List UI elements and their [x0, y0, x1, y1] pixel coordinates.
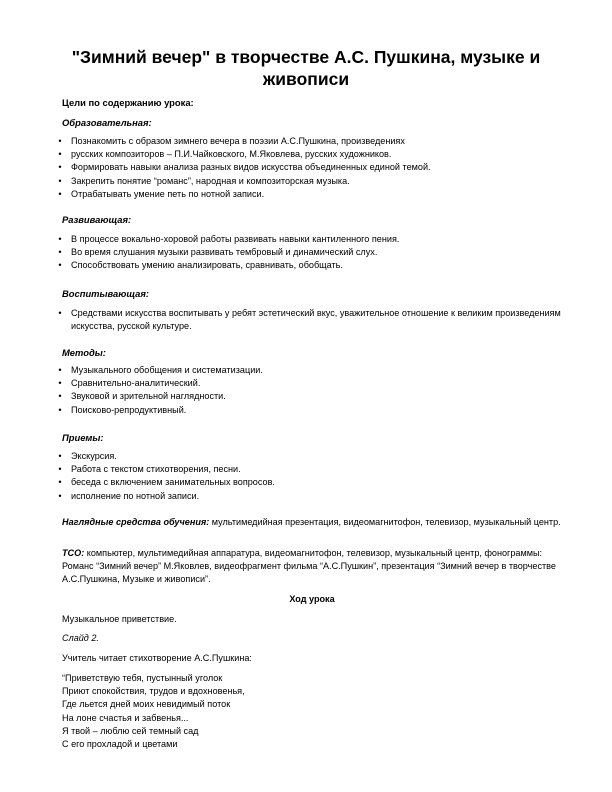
- developing-list: [58, 233, 562, 273]
- bullet-icon: •: [58, 149, 62, 160]
- poem-line: С его прохладой и цветами: [62, 739, 178, 750]
- bullet-icon: •: [58, 365, 62, 375]
- slide-label: Слайд 2.: [62, 633, 99, 643]
- bullet-icon: •: [58, 391, 62, 402]
- bullet-icon: •: [58, 247, 62, 258]
- list-item: [58, 148, 562, 161]
- bullet-icon: •: [58, 136, 62, 146]
- list-item-text: Экскурсия.: [71, 451, 117, 461]
- list-item-text: русских композиторов – П.И.Чайковского, М.Яковлева, русских художников.: [71, 149, 392, 160]
- poem-line: Приют спокойствия, трудов и вдохновенья,: [62, 686, 245, 697]
- greeting-text: Музыкальное приветствие.: [62, 614, 177, 624]
- list-item: [58, 188, 562, 201]
- poem-line: Где льется дней моих невидимый поток: [62, 699, 231, 710]
- teacher-reads-text: Учитель читает стихотворение А.С.Пушкина:: [62, 653, 252, 663]
- bullet-icon: •: [58, 175, 62, 186]
- list-item: [58, 476, 562, 489]
- list-item: [58, 490, 562, 503]
- list-item-text: Закрепить понятие “романс”, народная и композиторская музыка.: [71, 175, 350, 186]
- poem-line: “Приветствую тебя, пустынный уголок: [62, 673, 223, 683]
- bullet-icon: •: [58, 308, 62, 318]
- list-item-text: Формировать навыки анализа разных видов искусства объединенных единой темой.: [71, 162, 431, 173]
- poem-block: [62, 672, 562, 751]
- tso-text: компьютер, мультимедийная аппаратура, видеомагнитофон, телевизор, музыкальный центр, фонограммы: Романс “Зимний вечер” М.Яковлев, видеофрагмент фильма “А.С.Пушкин”, презентация “Зимний вечер в творчестве А.С.Пушкина, Музыке и живописи”.: [62, 548, 556, 585]
- list-item-text: Отрабатывать умение петь по нотной записи.: [71, 188, 265, 199]
- list-item-text: Музыкального обобщения и систематизации.: [71, 365, 263, 375]
- educational-heading: Образовательная:: [62, 117, 152, 128]
- list-item: [58, 233, 562, 246]
- list-item-text: Работа с текстом стихотворения, песни.: [71, 464, 241, 475]
- list-item: [58, 307, 562, 333]
- techniques-heading: Приемы:: [62, 432, 104, 443]
- visual-aids-label: Наглядные средства обучения:: [62, 517, 210, 527]
- list-item: [58, 135, 562, 148]
- bullet-icon: •: [58, 404, 62, 415]
- bullet-icon: •: [58, 378, 62, 389]
- poem-line: На лоне счастья и забвенья...: [62, 712, 189, 723]
- list-item: [58, 377, 562, 390]
- lesson-heading: Ход урока: [289, 594, 335, 604]
- upbringing-heading: Воспитывающая:: [62, 288, 149, 299]
- list-item-text: Звуковой и зрительной наглядности.: [71, 391, 226, 402]
- list-item: [58, 175, 562, 188]
- list-item: [58, 161, 562, 174]
- bullet-icon: •: [58, 162, 62, 173]
- visual-aids-paragraph: [62, 516, 562, 529]
- list-item-text: Способствовать умению анализировать, сравнивать, обобщать.: [71, 260, 343, 271]
- list-item: [58, 463, 562, 476]
- poem-line: Я твой – люблю сей темный сад: [62, 725, 199, 736]
- list-item: [58, 404, 562, 417]
- bullet-icon: •: [58, 234, 62, 244]
- developing-heading: Развивающая:: [62, 214, 132, 225]
- list-item-text: Средствами искусства воспитывать у ребят эстетический вкус, уважительное отношение к великим произведениям искусства, русской культуре.: [71, 308, 561, 332]
- list-item: [58, 390, 562, 403]
- bullet-icon: •: [58, 490, 62, 501]
- upbringing-list: [58, 307, 562, 333]
- bullet-icon: •: [58, 188, 62, 199]
- goals-heading: Цели по содержанию урока:: [62, 97, 194, 108]
- methods-list: [58, 364, 562, 417]
- methods-heading: Методы:: [62, 347, 106, 358]
- tso-label: ТСО:: [62, 548, 85, 558]
- visual-aids-text: мультимедийная презентация, видеомагнитофон, телевизор, музыкальный центр.: [209, 517, 561, 527]
- list-item: [58, 450, 562, 463]
- educational-list: [58, 135, 562, 201]
- list-item-text: В процессе вокально-хоровой работы развивать навыки кантиленного пения.: [71, 234, 400, 244]
- tso-paragraph: [62, 547, 562, 587]
- list-item-text: исполнение по нотной записи.: [71, 490, 200, 501]
- list-item: [58, 364, 562, 377]
- bullet-icon: •: [58, 260, 62, 271]
- bullet-icon: •: [58, 464, 62, 475]
- list-item: [58, 259, 562, 272]
- list-item-text: Сравнительно-аналитический.: [71, 378, 201, 389]
- list-item-text: беседа с включением занимательных вопросов.: [71, 477, 275, 488]
- list-item-text: Поисково-репродуктивный.: [71, 404, 187, 415]
- list-item: [58, 246, 562, 259]
- bullet-icon: •: [58, 477, 62, 488]
- document-title: "Зимний вечер" в творчестве А.С. Пушкина, музыке и живописи: [71, 47, 541, 89]
- techniques-list: [58, 450, 562, 503]
- bullet-icon: •: [58, 451, 62, 461]
- list-item-text: Во время слушания музыки развивать тембровый и динамический слух.: [71, 247, 378, 258]
- list-item-text: Познакомить с образом зимнего вечера в поэзии А.С.Пушкина, произведениях: [71, 136, 405, 146]
